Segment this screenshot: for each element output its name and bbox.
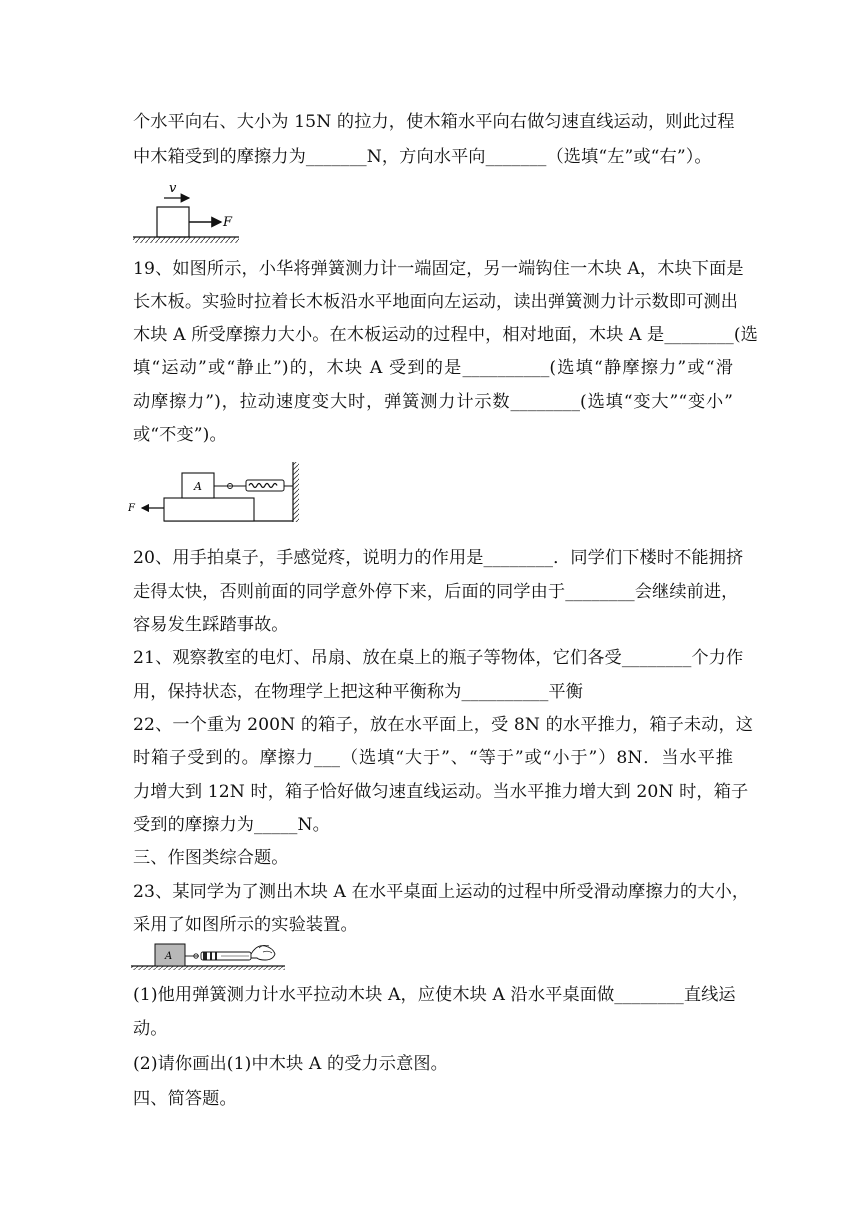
text-line: 时箱子受到的。摩擦力___（选填“大于”、“等于”或“小于”）8N．当水平推 <box>133 748 733 768</box>
text-line: 21、观察教室的电灯、吊扇、放在桌上的瓶子等物体，它们各受________个力作 <box>133 648 744 668</box>
text-line: 用，保持状态，在物理学上把这种平衡称为__________平衡 <box>133 682 583 702</box>
text-line: (2)请你画出(1)中木块 A 的受力示意图。 <box>133 1054 448 1074</box>
text-line: 或“不变”)。 <box>133 425 227 445</box>
text-line: 采用了如图所示的实验装置。 <box>133 915 358 935</box>
text-line: 容易发生踩踏事故。 <box>133 615 289 635</box>
block-a-label: A <box>165 951 173 962</box>
text-line: 23、某同学为了测出木块 A 在水平桌面上运动的过程中所受滑动摩擦力的大小， <box>133 882 750 902</box>
text-line: 力增大到 12N 时，箱子恰好做匀速直线运动。当水平推力增大到 20N 时，箱子 <box>133 782 749 802</box>
force-label: F <box>128 503 135 514</box>
velocity-label: v <box>169 181 177 196</box>
text-line: 19、如图所示，小华将弹簧测力计一端固定，另一端钩住一木块 A，木块下面是 <box>133 259 744 279</box>
text-line: 木块 A 所受摩擦力大小。在木板运动的过程中，相对地面，木块 A 是________(选 <box>133 325 758 345</box>
text-line: 受到的摩擦力为_____N。 <box>133 815 330 835</box>
text-line: 20、用手拍桌子，手感觉疼，说明力的作用是________．同学们下楼时不能拥挤 <box>133 548 744 568</box>
text-line: 22、一个重为 200N 的箱子，放在水平面上，受 8N 的水平推力，箱子未动，这 <box>133 715 754 735</box>
text-line: 动摩擦力”)，拉动速度变大时，弹簧测力计示数________(选填“变大”“变小” <box>133 392 733 412</box>
text-line: 填“运动”或“静止”)的，木块 A 受到的是__________(选填“静摩擦力”或“滑 <box>133 358 733 378</box>
text-line: 走得太快，否则前面的同学意外停下来，后面的同学由于________会继续前进， <box>133 582 739 602</box>
text-line: 长木板。实验时拉着长木板沿水平地面向左运动，读出弹簧测力计示数即可测出 <box>133 292 739 312</box>
section-heading: 三、作图类综合题。 <box>133 848 289 868</box>
block-a-label: A <box>194 480 202 493</box>
figure-hand-pull <box>131 940 289 972</box>
text-line: (1)他用弹簧测力计水平拉动木块 A，应使木块 A 沿水平桌面做________直线运 <box>133 985 736 1005</box>
text-line: 中木箱受到的摩擦力为_______N，方向水平向_______（选填“左”或“右”）。 <box>133 147 712 167</box>
figure-spring-board <box>128 460 304 526</box>
figure-box-force <box>133 180 243 246</box>
force-label: F <box>223 215 233 230</box>
text-line: 个水平向右、大小为 15N 的拉力，使木箱水平向右做匀速直线运动，则此过程 <box>133 112 735 132</box>
text-line: 动。 <box>133 1019 168 1039</box>
section-heading: 四、简答题。 <box>133 1089 237 1109</box>
